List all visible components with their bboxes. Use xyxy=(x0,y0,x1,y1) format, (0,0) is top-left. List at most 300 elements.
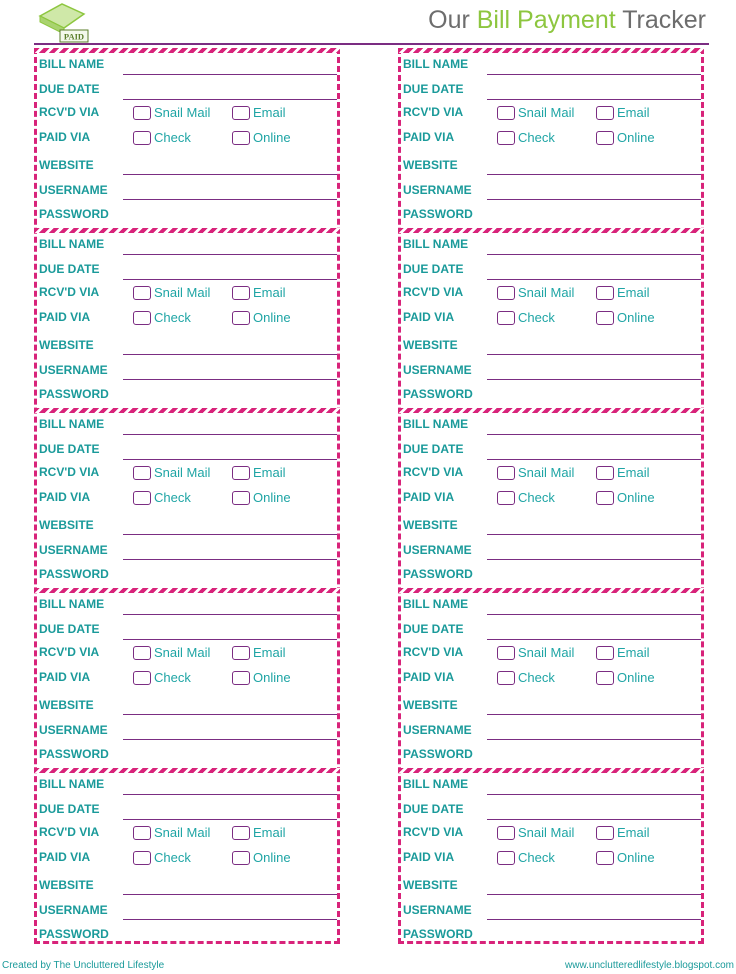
username-label: USERNAME xyxy=(403,723,472,737)
snail-mail-option[interactable] xyxy=(133,825,210,840)
online-option[interactable] xyxy=(232,130,291,145)
username-field[interactable] xyxy=(123,739,337,740)
due-date-field[interactable] xyxy=(123,279,337,280)
website-row xyxy=(401,698,701,718)
snail-mail-checkbox[interactable] xyxy=(133,826,151,840)
due-date-label: DUE DATE xyxy=(39,802,100,816)
online-checkbox[interactable] xyxy=(232,311,250,325)
check-option[interactable] xyxy=(133,130,191,145)
snail-mail-text: Snail Mail xyxy=(154,105,211,120)
email-text: Email xyxy=(253,105,286,120)
snail-mail-text: Snail Mail xyxy=(518,645,575,660)
password-label: PASSWORD xyxy=(403,207,473,221)
rcvd-via-label: RCV'D VIA xyxy=(39,465,100,479)
online-option[interactable] xyxy=(596,490,655,505)
check-text: Check xyxy=(154,310,191,325)
online-option[interactable] xyxy=(596,130,655,145)
email-option[interactable] xyxy=(596,105,650,120)
snail-mail-text: Snail Mail xyxy=(154,645,211,660)
online-option[interactable] xyxy=(232,490,291,505)
email-option[interactable] xyxy=(596,645,650,660)
email-checkbox[interactable] xyxy=(232,106,250,120)
website-row xyxy=(37,338,337,358)
check-option[interactable] xyxy=(497,310,555,325)
bill-name-label: BILL NAME xyxy=(39,417,105,431)
website-row xyxy=(401,158,701,178)
username-field[interactable] xyxy=(487,379,701,380)
website-field[interactable] xyxy=(123,354,337,355)
bill-name-label: BILL NAME xyxy=(403,777,469,791)
paid-via-label: PAID VIA xyxy=(39,670,91,684)
password-row xyxy=(37,567,337,587)
online-option[interactable] xyxy=(596,850,655,865)
title-accent: Bill Payment xyxy=(476,6,616,34)
password-row xyxy=(401,927,701,947)
bill-name-field[interactable] xyxy=(487,614,701,615)
rcvd-via-row xyxy=(37,825,337,845)
rcvd-via-row xyxy=(401,105,701,125)
website-label: WEBSITE xyxy=(403,698,458,712)
password-label: PASSWORD xyxy=(39,747,109,761)
username-field[interactable] xyxy=(487,199,701,200)
paid-via-row xyxy=(37,850,337,870)
website-label: WEBSITE xyxy=(403,338,458,352)
username-field[interactable] xyxy=(123,379,337,380)
bill-name-field[interactable] xyxy=(123,794,337,795)
snail-mail-text: Snail Mail xyxy=(518,825,575,840)
email-option[interactable] xyxy=(232,285,286,300)
username-label: USERNAME xyxy=(39,903,108,917)
email-checkbox[interactable] xyxy=(232,646,250,660)
right-column xyxy=(398,48,704,944)
password-label: PASSWORD xyxy=(403,567,473,581)
due-date-label: DUE DATE xyxy=(403,622,464,636)
paid-via-label: PAID VIA xyxy=(403,490,455,504)
snail-mail-checkbox[interactable] xyxy=(497,826,515,840)
bill-name-row xyxy=(401,237,701,257)
check-checkbox[interactable] xyxy=(133,131,151,145)
website-label: WEBSITE xyxy=(39,518,94,532)
paid-via-label: PAID VIA xyxy=(39,130,91,144)
snail-mail-checkbox[interactable] xyxy=(133,106,151,120)
due-date-label: DUE DATE xyxy=(403,262,464,276)
rcvd-via-row xyxy=(401,465,701,485)
due-date-row xyxy=(401,622,701,642)
due-date-field[interactable] xyxy=(487,639,701,640)
password-row xyxy=(37,207,337,227)
email-checkbox[interactable] xyxy=(596,466,614,480)
paid-via-label: PAID VIA xyxy=(403,310,455,324)
rcvd-via-label: RCV'D VIA xyxy=(39,645,100,659)
bill-name-label: BILL NAME xyxy=(403,237,469,251)
online-option[interactable] xyxy=(596,670,655,685)
due-date-row xyxy=(401,262,701,282)
password-row xyxy=(37,387,337,407)
rcvd-via-label: RCV'D VIA xyxy=(403,825,464,839)
due-date-row xyxy=(37,442,337,462)
username-row xyxy=(401,363,701,383)
email-checkbox[interactable] xyxy=(232,286,250,300)
email-option[interactable] xyxy=(232,825,286,840)
website-field[interactable] xyxy=(123,714,337,715)
paid-via-row xyxy=(37,130,337,150)
online-option[interactable] xyxy=(232,670,291,685)
due-date-field[interactable] xyxy=(487,279,701,280)
due-date-field[interactable] xyxy=(123,459,337,460)
bill-card xyxy=(401,768,701,948)
paid-via-row xyxy=(401,130,701,150)
bill-name-field[interactable] xyxy=(123,74,337,75)
website-field[interactable] xyxy=(123,534,337,535)
logo-text: PAID xyxy=(63,31,85,42)
due-date-field[interactable] xyxy=(123,639,337,640)
snail-mail-option[interactable] xyxy=(133,645,210,660)
password-label: PASSWORD xyxy=(403,387,473,401)
password-row xyxy=(401,387,701,407)
bill-card xyxy=(401,48,701,228)
online-option[interactable] xyxy=(232,310,291,325)
password-label: PASSWORD xyxy=(39,387,109,401)
snail-mail-option[interactable] xyxy=(497,285,574,300)
snail-mail-checkbox[interactable] xyxy=(133,466,151,480)
footer-credit: Created by The Uncluttered Lifestyle xyxy=(2,960,165,971)
check-option[interactable] xyxy=(133,490,191,505)
online-option[interactable] xyxy=(232,850,291,865)
snail-mail-text: Snail Mail xyxy=(518,105,575,120)
bill-name-row xyxy=(37,237,337,257)
online-checkbox[interactable] xyxy=(596,671,614,685)
username-row xyxy=(37,903,337,923)
due-date-field[interactable] xyxy=(487,99,701,100)
username-label: USERNAME xyxy=(39,363,108,377)
bill-name-label: BILL NAME xyxy=(39,237,105,251)
online-checkbox[interactable] xyxy=(596,491,614,505)
username-label: USERNAME xyxy=(403,543,472,557)
bill-name-field[interactable] xyxy=(487,434,701,435)
check-option[interactable] xyxy=(133,850,191,865)
due-date-row xyxy=(401,442,701,462)
bill-card xyxy=(401,408,701,588)
username-field[interactable] xyxy=(487,739,701,740)
due-date-row xyxy=(37,802,337,822)
snail-mail-option[interactable] xyxy=(497,465,574,480)
online-checkbox[interactable] xyxy=(232,131,250,145)
username-row xyxy=(37,543,337,563)
rcvd-via-label: RCV'D VIA xyxy=(403,285,464,299)
website-field[interactable] xyxy=(487,174,701,175)
username-label: USERNAME xyxy=(39,543,108,557)
bill-name-label: BILL NAME xyxy=(403,597,469,611)
rcvd-via-label: RCV'D VIA xyxy=(39,105,100,119)
username-field[interactable] xyxy=(123,199,337,200)
email-text: Email xyxy=(253,285,286,300)
email-text: Email xyxy=(617,465,650,480)
bill-name-field[interactable] xyxy=(123,254,337,255)
website-field[interactable] xyxy=(487,714,701,715)
online-checkbox[interactable] xyxy=(596,311,614,325)
check-checkbox[interactable] xyxy=(133,851,151,865)
snail-mail-checkbox[interactable] xyxy=(497,646,515,660)
check-checkbox[interactable] xyxy=(497,491,515,505)
due-date-label: DUE DATE xyxy=(39,442,100,456)
password-row xyxy=(401,567,701,587)
due-date-label: DUE DATE xyxy=(39,262,100,276)
due-date-label: DUE DATE xyxy=(403,442,464,456)
online-option[interactable] xyxy=(596,310,655,325)
username-row xyxy=(401,903,701,923)
online-text: Online xyxy=(253,490,291,505)
paid-via-row xyxy=(401,310,701,330)
rcvd-via-row xyxy=(37,285,337,305)
bill-name-field[interactable] xyxy=(487,794,701,795)
username-row xyxy=(37,183,337,203)
email-text: Email xyxy=(617,285,650,300)
bill-name-row xyxy=(401,417,701,437)
snail-mail-text: Snail Mail xyxy=(154,285,211,300)
check-text: Check xyxy=(518,490,555,505)
snail-mail-option[interactable] xyxy=(133,285,210,300)
snail-mail-checkbox[interactable] xyxy=(497,466,515,480)
snail-mail-text: Snail Mail xyxy=(518,285,575,300)
check-checkbox[interactable] xyxy=(497,311,515,325)
password-label: PASSWORD xyxy=(403,747,473,761)
bill-name-field[interactable] xyxy=(123,614,337,615)
bill-name-label: BILL NAME xyxy=(403,417,469,431)
paid-via-row xyxy=(401,670,701,690)
page-title xyxy=(428,6,706,35)
snail-mail-text: Snail Mail xyxy=(154,825,211,840)
username-row xyxy=(37,723,337,743)
online-checkbox[interactable] xyxy=(232,851,250,865)
bill-name-row xyxy=(37,777,337,797)
password-row xyxy=(401,747,701,767)
check-text: Check xyxy=(518,850,555,865)
check-text: Check xyxy=(154,130,191,145)
check-checkbox[interactable] xyxy=(497,671,515,685)
check-option[interactable] xyxy=(497,670,555,685)
left-column xyxy=(34,48,340,944)
password-label: PASSWORD xyxy=(39,927,109,941)
check-checkbox[interactable] xyxy=(133,311,151,325)
username-row xyxy=(401,183,701,203)
bill-card xyxy=(37,408,337,588)
bill-name-row xyxy=(401,777,701,797)
rcvd-via-row xyxy=(401,825,701,845)
check-checkbox[interactable] xyxy=(133,491,151,505)
rcvd-via-label: RCV'D VIA xyxy=(403,105,464,119)
paid-via-label: PAID VIA xyxy=(403,130,455,144)
check-checkbox[interactable] xyxy=(497,131,515,145)
password-row xyxy=(37,927,337,947)
username-label: USERNAME xyxy=(403,903,472,917)
email-option[interactable] xyxy=(596,285,650,300)
online-checkbox[interactable] xyxy=(232,491,250,505)
check-option[interactable] xyxy=(133,670,191,685)
website-label: WEBSITE xyxy=(403,518,458,532)
bill-name-field[interactable] xyxy=(487,254,701,255)
bill-name-label: BILL NAME xyxy=(39,57,105,71)
check-text: Check xyxy=(154,850,191,865)
snail-mail-checkbox[interactable] xyxy=(497,286,515,300)
website-field[interactable] xyxy=(123,894,337,895)
bill-card xyxy=(401,588,701,768)
website-row xyxy=(37,518,337,538)
due-date-field[interactable] xyxy=(123,99,337,100)
bill-card xyxy=(37,48,337,228)
email-checkbox[interactable] xyxy=(596,826,614,840)
online-text: Online xyxy=(617,490,655,505)
bill-name-row xyxy=(401,57,701,77)
rcvd-via-label: RCV'D VIA xyxy=(39,285,100,299)
check-text: Check xyxy=(154,490,191,505)
rcvd-via-row xyxy=(401,645,701,665)
snail-mail-option[interactable] xyxy=(497,825,574,840)
password-row xyxy=(37,747,337,767)
online-checkbox[interactable] xyxy=(596,131,614,145)
due-date-row xyxy=(37,82,337,102)
bill-name-row xyxy=(37,57,337,77)
password-label: PASSWORD xyxy=(39,567,109,581)
paid-via-label: PAID VIA xyxy=(403,850,455,864)
due-date-row xyxy=(37,622,337,642)
online-text: Online xyxy=(253,670,291,685)
rcvd-via-label: RCV'D VIA xyxy=(39,825,100,839)
check-checkbox[interactable] xyxy=(133,671,151,685)
email-text: Email xyxy=(253,645,286,660)
website-label: WEBSITE xyxy=(39,338,94,352)
email-text: Email xyxy=(617,825,650,840)
website-row xyxy=(401,338,701,358)
rcvd-via-label: RCV'D VIA xyxy=(403,465,464,479)
website-field[interactable] xyxy=(487,354,701,355)
paid-via-row xyxy=(401,490,701,510)
bill-name-label: BILL NAME xyxy=(39,777,105,791)
email-checkbox[interactable] xyxy=(596,106,614,120)
website-row xyxy=(401,878,701,898)
username-row xyxy=(37,363,337,383)
website-row xyxy=(401,518,701,538)
snail-mail-checkbox[interactable] xyxy=(133,286,151,300)
username-row xyxy=(401,543,701,563)
website-label: WEBSITE xyxy=(403,878,458,892)
footer-url[interactable]: www.unclutteredlifestyle.blogspot.com xyxy=(565,960,734,971)
bill-card xyxy=(401,228,701,408)
bill-name-row xyxy=(37,417,337,437)
username-field[interactable] xyxy=(123,559,337,560)
email-text: Email xyxy=(253,825,286,840)
email-checkbox[interactable] xyxy=(232,826,250,840)
password-label: PASSWORD xyxy=(403,927,473,941)
snail-mail-checkbox[interactable] xyxy=(497,106,515,120)
paid-via-label: PAID VIA xyxy=(403,670,455,684)
paid-via-label: PAID VIA xyxy=(39,310,91,324)
username-field[interactable] xyxy=(487,919,701,920)
email-option[interactable] xyxy=(596,825,650,840)
bill-name-field[interactable] xyxy=(487,74,701,75)
online-text: Online xyxy=(617,850,655,865)
snail-mail-option[interactable] xyxy=(133,105,210,120)
check-text: Check xyxy=(518,310,555,325)
paid-via-row xyxy=(37,670,337,690)
website-field[interactable] xyxy=(487,534,701,535)
rcvd-via-row xyxy=(37,645,337,665)
bill-card xyxy=(37,768,337,948)
bill-card xyxy=(37,588,337,768)
paid-via-label: PAID VIA xyxy=(39,850,91,864)
due-date-row xyxy=(401,82,701,102)
email-text: Email xyxy=(253,465,286,480)
email-checkbox[interactable] xyxy=(596,646,614,660)
username-row xyxy=(401,723,701,743)
bill-name-label: BILL NAME xyxy=(39,597,105,611)
due-date-row xyxy=(37,262,337,282)
website-field[interactable] xyxy=(123,174,337,175)
email-option[interactable] xyxy=(232,645,286,660)
check-option[interactable] xyxy=(497,850,555,865)
website-label: WEBSITE xyxy=(39,698,94,712)
bill-name-label: BILL NAME xyxy=(403,57,469,71)
due-date-row xyxy=(401,802,701,822)
online-text: Online xyxy=(617,310,655,325)
check-text: Check xyxy=(154,670,191,685)
snail-mail-text: Snail Mail xyxy=(154,465,211,480)
bill-name-row xyxy=(401,597,701,617)
snail-mail-checkbox[interactable] xyxy=(133,646,151,660)
due-date-label: DUE DATE xyxy=(39,622,100,636)
paid-via-label: PAID VIA xyxy=(39,490,91,504)
due-date-field[interactable] xyxy=(487,819,701,820)
check-text: Check xyxy=(518,670,555,685)
email-option[interactable] xyxy=(232,105,286,120)
online-checkbox[interactable] xyxy=(232,671,250,685)
due-date-label: DUE DATE xyxy=(39,82,100,96)
email-option[interactable] xyxy=(596,465,650,480)
password-row xyxy=(401,207,701,227)
username-field[interactable] xyxy=(487,559,701,560)
due-date-label: DUE DATE xyxy=(403,82,464,96)
bill-name-row xyxy=(37,597,337,617)
check-checkbox[interactable] xyxy=(497,851,515,865)
snail-mail-text: Snail Mail xyxy=(518,465,575,480)
website-label: WEBSITE xyxy=(39,878,94,892)
username-label: USERNAME xyxy=(39,183,108,197)
website-field[interactable] xyxy=(487,894,701,895)
snail-mail-option[interactable] xyxy=(133,465,210,480)
rcvd-via-row xyxy=(401,285,701,305)
email-option[interactable] xyxy=(232,465,286,480)
email-checkbox[interactable] xyxy=(232,466,250,480)
online-checkbox[interactable] xyxy=(596,851,614,865)
website-row xyxy=(37,158,337,178)
check-option[interactable] xyxy=(497,490,555,505)
online-text: Online xyxy=(617,670,655,685)
email-checkbox[interactable] xyxy=(596,286,614,300)
snail-mail-option[interactable] xyxy=(497,645,574,660)
check-option[interactable] xyxy=(497,130,555,145)
header-divider xyxy=(34,43,709,45)
username-label: USERNAME xyxy=(39,723,108,737)
check-option[interactable] xyxy=(133,310,191,325)
bill-name-field[interactable] xyxy=(123,434,337,435)
due-date-field[interactable] xyxy=(487,459,701,460)
bill-card xyxy=(37,228,337,408)
username-label: USERNAME xyxy=(403,363,472,377)
title-suffix: Tracker xyxy=(615,6,706,34)
snail-mail-option[interactable] xyxy=(497,105,574,120)
online-text: Online xyxy=(253,130,291,145)
username-field[interactable] xyxy=(123,919,337,920)
due-date-field[interactable] xyxy=(123,819,337,820)
